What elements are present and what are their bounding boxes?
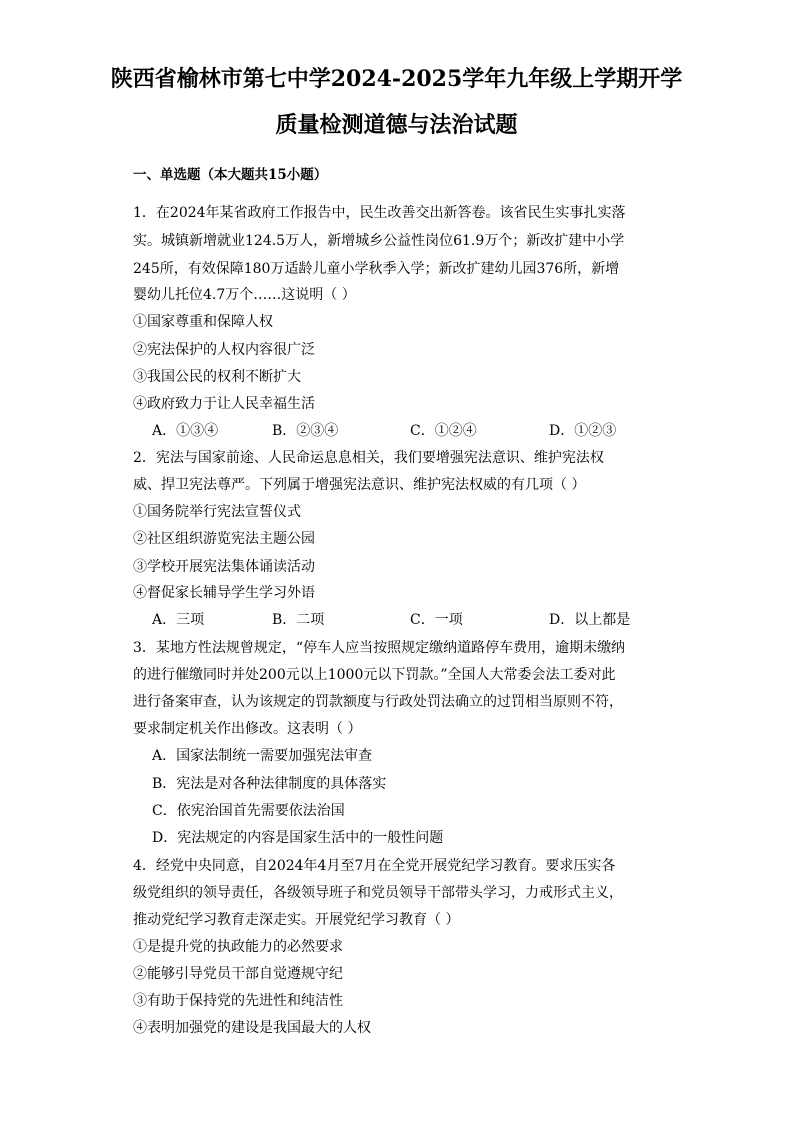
q4-statement: ①是提升党的执政能力的必然要求 [133,939,343,955]
q1-stem-line: 婴幼儿托位4.7万个……这说明（ ） [133,287,356,303]
q2-stem-line: 2．宪法与国家前途、人民命运息息相关，我们要增强宪法意识、维护宪法权 [133,450,604,466]
q1-statement: ①国家尊重和保障人权 [133,314,273,330]
q4-stem-line: 级党组织的领导责任，各级领导班子和党员领导干部带头学习，力戒形式主义， [133,885,623,901]
q4-stem-line: 4．经党中央同意，自2024年4月至7月在全党开展党纪学习教育。要求压实各 [133,858,616,874]
q3-option-c[interactable]: C．依宪治国首先需要依法治国 [152,803,345,819]
q2-statement: ①国务院举行宪法宣誓仪式 [133,504,301,520]
q4-statement: ④表明加强党的建设是我国最大的人权 [133,1020,371,1036]
document-title-line-2: 质量检测道德与法治试题 [275,112,518,138]
q1-stem-line: 实。城镇新增就业124.5万人，新增城乡公益性岗位61.9万个；新改扩建中小学 [133,233,625,249]
q3-stem-line: 进行备案审查，认为该规定的罚款额度与行政处罚法确立的过罚相当原则不符， [133,694,623,710]
q1-statement: ③我国公民的权利不断扩大 [133,369,301,385]
q1-stem-line: 245所，有效保障180万适龄儿童小学秋季入学；新改扩建幼儿园376所，新增 [133,261,620,277]
q2-option-a[interactable]: A．三项 [152,612,205,628]
q2-option-b[interactable]: B．二项 [272,612,325,628]
q2-option-c[interactable]: C．一项 [410,612,463,628]
q4-stem-line: 推动党纪学习教育走深走实。开展党纪学习教育（ ） [133,912,460,928]
q2-statement: ④督促家长辅导学生学习外语 [133,585,315,601]
q2-statement: ③学校开展宪法集体诵读活动 [133,559,315,575]
q2-stem-line: 威、捍卫宪法尊严。下列属于增强宪法意识、维护宪法权威的有几项（ ） [133,477,586,493]
q1-option-d[interactable]: D．①②③ [549,423,617,439]
q4-statement: ③有助于保持党的先进性和纯洁性 [133,993,343,1009]
q2-statement: ②社区组织游览宪法主题公园 [133,531,315,547]
q3-stem-line: 要求制定机关作出修改。这表明（ ） [133,721,362,737]
q2-option-d[interactable]: D．以上都是 [549,612,631,628]
q1-stem-line: 1．在2024年某省政府工作报告中，民生改善交出新答卷。该省民生实事扎实落 [133,205,626,221]
q1-statement: ②宪法保护的人权内容很广泛 [133,342,315,358]
q4-statement: ②能够引导党员干部自觉遵规守纪 [133,966,343,982]
q3-option-b[interactable]: B．宪法是对各种法律制度的具体落实 [152,776,387,792]
q3-option-a[interactable]: A．国家法制统一需要加强宪法审查 [152,748,373,764]
q3-stem-line: 3．某地方性法规曾规定，“停车人应当按照规定缴纳道路停车费用，逾期未缴纳 [133,640,626,656]
q1-option-a[interactable]: A．①③④ [152,423,219,439]
q3-option-d[interactable]: D．宪法规定的内容是国家生活中的一般性问题 [152,830,444,846]
section-heading: 一、单选题（本大题共15小题） [133,167,328,183]
q1-option-c[interactable]: C．①②④ [410,423,477,439]
document-title-line-1: 陕西省榆林市第七中学2024-2025学年九年级上学期开学 [110,66,683,92]
q3-stem-line: 的进行催缴同时并处200元以上1000元以下罚款。”全国人大常委会法工委对此 [133,667,616,683]
q1-option-b[interactable]: B．②③④ [272,423,339,439]
q1-statement: ④政府致力于让人民幸福生活 [133,396,315,412]
